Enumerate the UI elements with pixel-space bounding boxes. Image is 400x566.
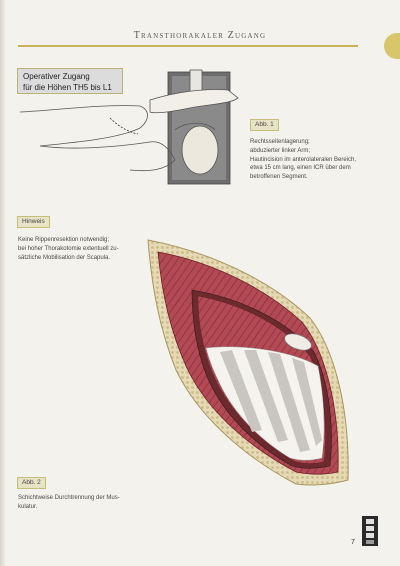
figure1-caption-line5: betroffenen Segment.: [250, 174, 308, 181]
hint-text-line1: Keine Rippenresektion notwendig;: [18, 237, 110, 243]
section-title-line2: für die Höhen TH5 bis L1: [23, 83, 112, 92]
figure1-label: Abb. 1: [250, 119, 279, 131]
hint-text-line2: bei hoher Thorakotomie extentuell zu-: [18, 245, 119, 252]
figure2-caption-line1: Schichtweise Durchtrennung der Mus-: [18, 495, 120, 501]
figure1-caption-line3: Hautincision im anterolateralen Bereich,: [250, 156, 357, 163]
section-title-line1: Operativer Zugang: [23, 72, 90, 81]
header-title: Transthorakaler Zugang: [133, 30, 267, 41]
figure1-caption-line4: etwa 15 cm lang, einen ICR über dem: [250, 165, 351, 172]
figure1-caption-line1: Rechtsseitenlagerung;: [250, 139, 310, 145]
page-number: 7: [351, 539, 355, 546]
spine-segment-icon: [362, 516, 378, 546]
hint-label: Hinweis: [17, 216, 50, 228]
hint-text-line3: sätzliche Mobilisation der Scapula.: [18, 254, 111, 261]
figure2-caption: [18, 494, 148, 512]
figure1-caption-line2: abduzierter linker Arm;: [250, 147, 311, 154]
figure2-label: Abb. 2: [17, 477, 46, 489]
figure2-caption-line2: kulatur.: [18, 503, 38, 510]
